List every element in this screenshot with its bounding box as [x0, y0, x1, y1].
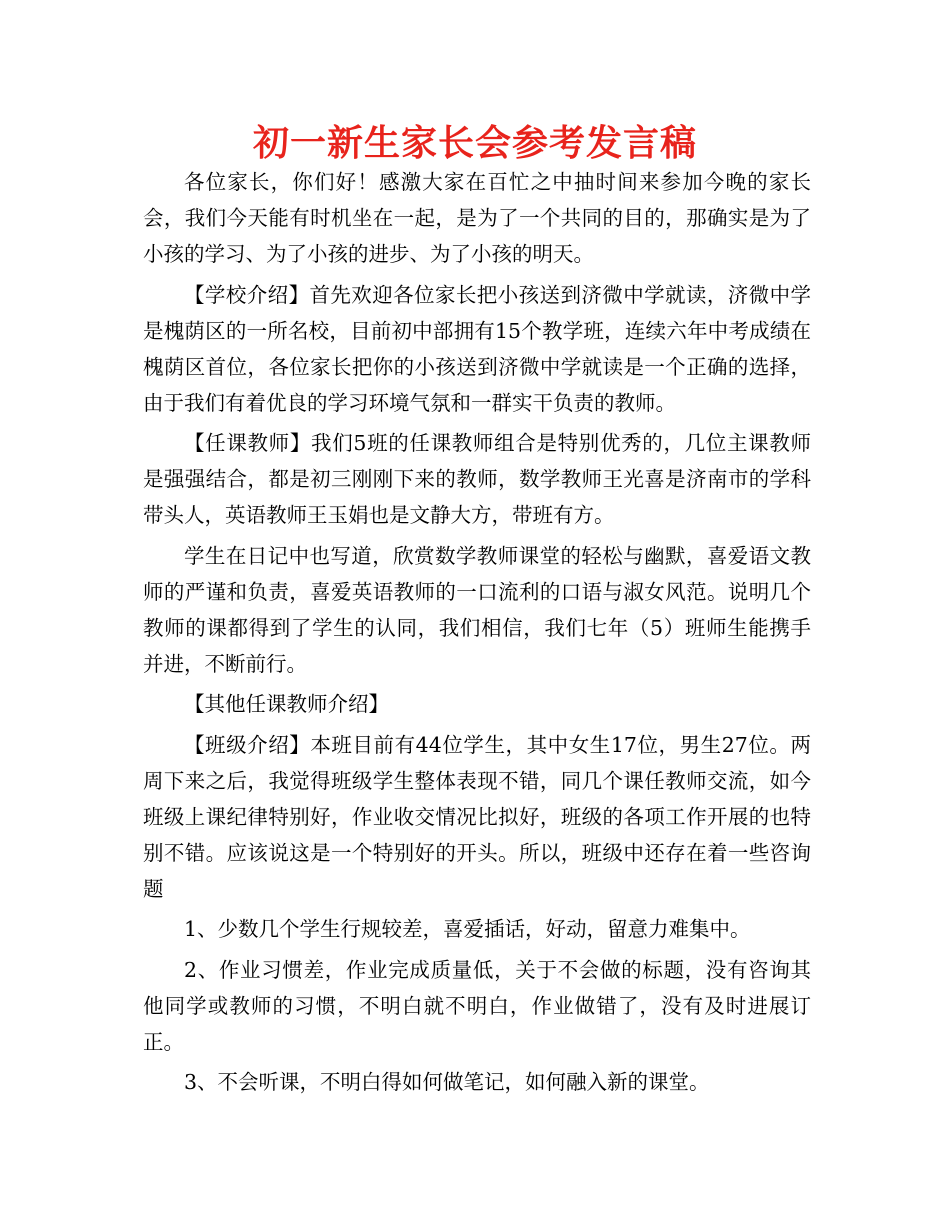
paragraph-issue-3: 3、不会听课，不明白得如何做笔记，如何融入新的课堂。: [184, 1070, 710, 1094]
document-title: 初一新生家长会参考发言稿: [252, 122, 697, 164]
paragraph-issue-1: 1、少数几个学生行规较差，喜爱插话，好动，留意力难集中。: [184, 917, 751, 941]
paragraph-school-intro: 【学校介绍】首先欢迎各位家长把小孩送到济微中学就读，济微中学是槐荫区的一所名校，目前初中部拥有15个教学班，连续六年中考成绩在槐荫区首位，各位家长把你的小孩送到济微中学就读是一个正确的选择，由于我们有着优良的学习环境气氛和一群实干负责的教师。: [143, 282, 811, 415]
paragraph-student-diary: 学生在日记中也写道，欣赏数学教师课堂的轻松与幽默，喜爱语文教师的严谨和负责，喜爱英语教师的一口流利的口语与淑女风范。说明几个教师的课都得到了学生的认同，我们相信，我们七年（5）班师生能携手并进，不断前行。: [143, 543, 811, 676]
paragraph-greeting: 各位家长，你们好！感激大家在百忙之中抽时间来参加今晚的家长会，我们今天能有时机坐在一起，是为了一个共同的目的，那确实是为了小孩的学习、为了小孩的进步、为了小孩的明天。: [143, 170, 811, 266]
paragraph-teachers: 【任课教师】我们5班的任课教师组合是特别优秀的，几位主课教师是强强结合，都是初三刚刚下来的教师，数学教师王光喜是济南市的学科带头人，英语教师王玉娟也是文静大方，带班有方。: [143, 431, 811, 527]
paragraph-other-teachers: 【其他任课教师介绍】: [184, 692, 389, 716]
document-body: [143, 164, 811, 1105]
paragraph-class-intro: 【班级介绍】本班目前有44位学生，其中女生17位，男生27位。两周下来之后，我觉得班级学生整体表现不错，同几个课任教师交流，如今班级上课纪律特别好，作业收交情况比拟好，班级的各项工作开展的也特别不错。应该说这是一个特别好的开头。所以，班级中还存在着一些咨询题: [143, 732, 811, 901]
paragraph-issue-2: 2、作业习惯差，作业完成质量低，关于不会做的标题，没有咨询其他同学或教师的习惯，不明白就不明白，作业做错了，没有及时进展订正。: [143, 957, 811, 1054]
